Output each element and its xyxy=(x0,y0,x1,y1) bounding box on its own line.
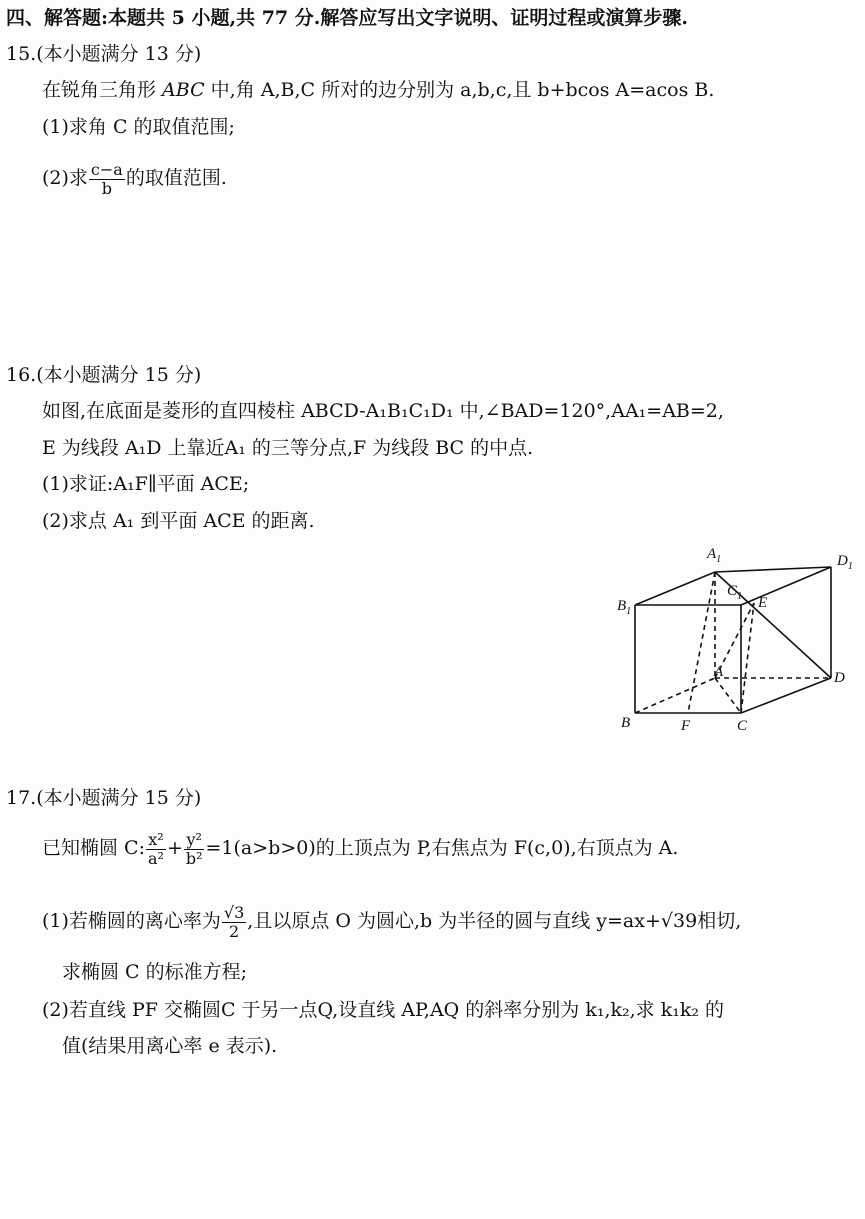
q16-heading xyxy=(6,363,201,387)
edge-b-a xyxy=(635,678,715,713)
edge-c-e xyxy=(741,603,754,713)
q17-part1-sqrt: √39 xyxy=(660,910,698,932)
q15-fraction xyxy=(89,161,125,198)
edge-c-d xyxy=(741,678,831,713)
q15-part1: (1)求角 C 的取值范围; xyxy=(42,116,235,138)
q16-part1: (1)求证:A₁F∥平面 ACE; xyxy=(42,473,250,495)
label-d: D xyxy=(834,670,845,686)
q17-intro-prefix: 已知椭圆 C: xyxy=(42,837,145,859)
q17-part2-line1: (2)若直线 PF 交椭圆C 于另一点Q,设直线 AP,AQ 的斜率分别为 k₁,k₂,求 k₁k₂ 的 xyxy=(42,999,724,1021)
q17-points: (本小题满分 15 分) xyxy=(36,787,202,809)
label-b: B xyxy=(621,715,631,731)
q15-frac-den: b xyxy=(101,178,112,198)
edge-a1-f xyxy=(688,572,715,713)
label-b1: $B_1$ xyxy=(617,598,632,617)
prism-figure xyxy=(605,540,865,740)
q15-frac-num: c−a xyxy=(90,159,123,179)
q17-part1-mid: ,且以原点 O 为圆心,b 为半径的圆与直线 y=ax+ xyxy=(247,910,661,932)
label-a1: $A_1$ xyxy=(707,546,722,565)
q15-points: (本小题满分 13 分) xyxy=(36,43,202,65)
q16-points: (本小题满分 15 分) xyxy=(36,364,202,386)
q17-frac-y: $\frac{\text{y²}}{\text{b²}}$ xyxy=(185,829,203,868)
label-a: A xyxy=(714,664,724,680)
edge-a1-d1 xyxy=(715,567,831,572)
q17-part1 xyxy=(42,898,741,944)
q17-intro xyxy=(42,824,678,872)
q16-part2: (2)求点 A₁ 到平面 ACE 的距离. xyxy=(42,510,315,532)
label-f: F xyxy=(681,718,691,734)
section-header: 四、解答题:本题共 5 小题,共 77 分.解答应写出文字说明、证明过程或演算步骤. xyxy=(6,7,688,29)
edge-b1-a1 xyxy=(635,572,715,605)
q15-intro-prefix: 在锐角三角形 xyxy=(42,79,163,101)
q17-part1-suffix: 相切, xyxy=(697,910,742,932)
q17-heading xyxy=(6,786,201,810)
q15-number: 15. xyxy=(6,43,37,65)
q17-part2-line2: 值(结果用离心率 e 表示). xyxy=(62,1035,278,1057)
q17-part1-prefix: (1)若椭圆的离心率为 xyxy=(42,910,221,932)
q15-part2 xyxy=(42,158,227,198)
q17-part1-line2: 求椭圆 C 的标准方程; xyxy=(62,961,248,983)
q16-intro-line2: E 为线段 A₁D 上靠近A₁ 的三等分点,F 为线段 BC 的中点. xyxy=(42,437,534,459)
q17-intro-suffix: =1(a>b>0)的上顶点为 P,右焦点为 F(c,0),右顶点为 A. xyxy=(205,837,679,859)
q15-intro xyxy=(42,78,714,102)
label-d1: $D_1$ xyxy=(837,553,853,572)
q17-number: 17. xyxy=(6,787,37,809)
edge-c1-d1 xyxy=(741,567,831,605)
label-c1: $C_1$ xyxy=(727,583,743,602)
edge-a-c xyxy=(715,678,741,713)
q15-heading xyxy=(6,42,201,66)
q16-intro-line1: 如图,在底面是菱形的直四棱柱 ABCD-A₁B₁C₁D₁ 中,∠BAD=120°,AA₁=AB=2, xyxy=(42,400,724,422)
q15-intro-rest: 中,角 A,B,C 所对的边分别为 a,b,c,且 b+bcos A=acos B. xyxy=(204,79,715,101)
q17-plus: + xyxy=(166,837,183,859)
label-c: C xyxy=(737,718,748,734)
q15-part2-prefix: (2)求 xyxy=(42,167,88,189)
q17-frac-ecc: $\frac{√3}{2}$ xyxy=(223,902,245,941)
label-e: E xyxy=(758,595,768,611)
q17-frac-x: $\frac{\text{x²}}{\text{a²}}$ xyxy=(147,829,164,868)
q15-part2-suffix: 的取值范围. xyxy=(125,167,227,189)
q16-number: 16. xyxy=(6,364,37,386)
q15-intro-tri: ABC xyxy=(162,79,205,101)
